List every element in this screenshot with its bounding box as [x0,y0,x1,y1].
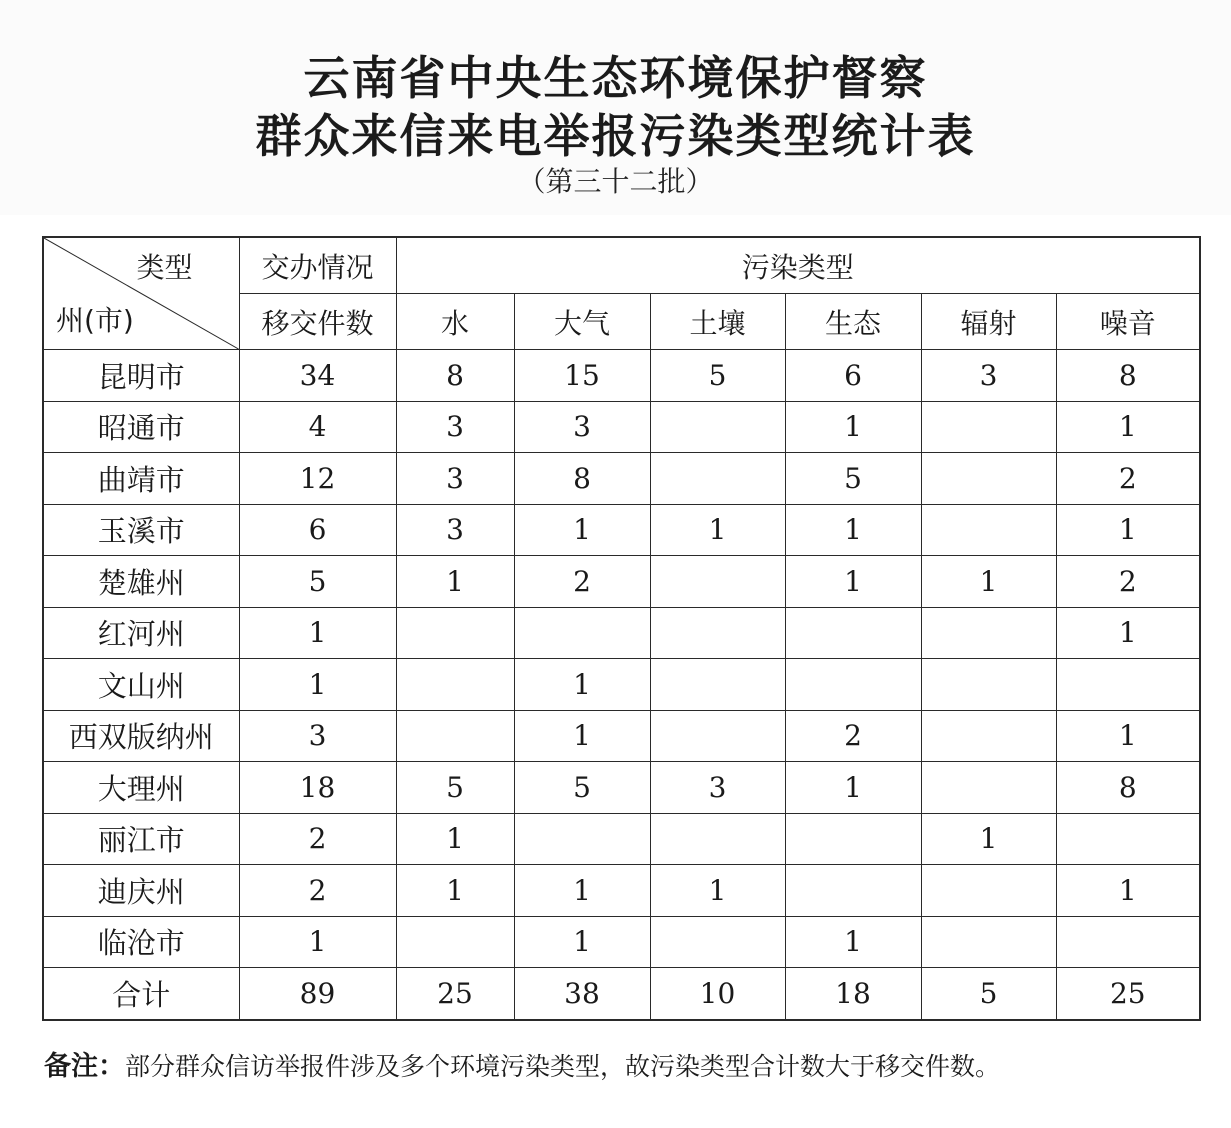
table-row [43,865,1200,917]
table-row [43,916,1200,968]
pollution-value-cell: 1 [1056,865,1200,917]
pollution-value-cell: 1 [514,710,650,762]
pollution-value-cell: 2 [514,556,650,608]
table-row [43,710,1200,762]
pollution-value-cell [396,607,514,659]
pollution-value-cell: 5 [514,762,650,814]
assigned-count-cell: 3 [239,710,396,762]
pollution-value-cell [921,710,1056,762]
pollution-value-cell [921,659,1056,711]
table-row [43,401,1200,453]
pollution-value-cell: 3 [396,504,514,556]
pollution-value-cell [650,813,785,865]
table-row [43,453,1200,505]
header-type-ecology: 生态 [785,294,921,350]
region-name-cell: 昆明市 [43,350,239,402]
assigned-count-cell: 12 [239,453,396,505]
region-name-cell: 迪庆州 [43,865,239,917]
assigned-count-cell: 18 [239,762,396,814]
pollution-value-cell: 5 [785,453,921,505]
pollution-value-cell: 1 [396,556,514,608]
pollution-value-cell: 1 [396,865,514,917]
region-name-cell: 楚雄州 [43,556,239,608]
table-row [43,968,1200,1020]
table-row [43,762,1200,814]
assigned-count-cell: 1 [239,916,396,968]
pollution-value-cell: 8 [396,350,514,402]
pollution-value-cell: 5 [396,762,514,814]
region-name-cell: 文山州 [43,659,239,711]
diagonal-header-cell [43,237,239,350]
table-row [43,813,1200,865]
header-type-radiation: 辐射 [921,294,1056,350]
header-assigned: 交办情况 [239,237,396,294]
header-assigned-count: 移交件数 [239,294,396,350]
pollution-value-cell: 2 [1056,556,1200,608]
statistics-table [42,236,1201,1021]
pollution-value-cell [650,710,785,762]
pollution-value-cell: 1 [396,813,514,865]
pollution-value-cell [650,607,785,659]
pollution-value-cell: 1 [1056,401,1200,453]
pollution-value-cell: 3 [396,401,514,453]
pollution-value-cell: 10 [650,968,785,1020]
pollution-value-cell: 5 [921,968,1056,1020]
region-name-cell: 曲靖市 [43,453,239,505]
pollution-value-cell [921,916,1056,968]
pollution-value-cell: 1 [785,401,921,453]
pollution-value-cell: 1 [921,556,1056,608]
assigned-count-cell: 34 [239,350,396,402]
region-name-cell: 大理州 [43,762,239,814]
header-pollution-group: 污染类型 [396,237,1200,294]
header-type-soil: 土壤 [650,294,785,350]
header-type-noise: 噪音 [1056,294,1200,350]
assigned-count-cell: 1 [239,659,396,711]
pollution-value-cell [650,556,785,608]
pollution-value-cell: 1 [785,504,921,556]
assigned-count-cell: 4 [239,401,396,453]
assigned-count-cell: 2 [239,865,396,917]
header-region-label: 州(市) [56,304,134,337]
assigned-count-cell: 2 [239,813,396,865]
pollution-value-cell [921,607,1056,659]
pollution-value-cell: 1 [785,762,921,814]
pollution-value-cell: 3 [396,453,514,505]
table-row [43,607,1200,659]
pollution-value-cell: 1 [1056,607,1200,659]
assigned-count-cell: 1 [239,607,396,659]
pollution-value-cell [921,401,1056,453]
pollution-value-cell: 1 [785,556,921,608]
pollution-value-cell [1056,916,1200,968]
footnote-text: 部分群众信访举报件涉及多个环境污染类型，故污染类型合计数大于移交件数。 [125,1052,1001,1081]
footnote [44,1044,1214,1083]
pollution-value-cell [396,710,514,762]
pollution-value-cell [650,916,785,968]
assigned-count-cell: 6 [239,504,396,556]
pollution-value-cell [921,865,1056,917]
pollution-value-cell: 1 [514,659,650,711]
table-row [43,556,1200,608]
pollution-value-cell [1056,813,1200,865]
pollution-value-cell [785,813,921,865]
pollution-value-cell: 1 [514,504,650,556]
pollution-value-cell: 1 [514,916,650,968]
pollution-value-cell: 1 [514,865,650,917]
pollution-value-cell: 18 [785,968,921,1020]
pollution-value-cell: 1 [650,865,785,917]
pollution-value-cell: 8 [1056,350,1200,402]
title-line-2: 群众来信来电举报污染类型统计表 [255,109,976,163]
header-type-water: 水 [396,294,514,350]
pollution-value-cell [650,401,785,453]
pollution-value-cell [785,607,921,659]
pollution-value-cell [785,865,921,917]
pollution-value-cell: 3 [650,762,785,814]
pollution-value-cell: 5 [650,350,785,402]
table-row [43,504,1200,556]
pollution-value-cell [650,659,785,711]
pollution-value-cell [396,916,514,968]
pollution-value-cell [650,453,785,505]
pollution-value-cell: 1 [921,813,1056,865]
pollution-value-cell: 3 [514,401,650,453]
assigned-count-cell: 5 [239,556,396,608]
footnote-label: 备注： [44,1051,125,1082]
pollution-value-cell [514,813,650,865]
pollution-value-cell [1056,659,1200,711]
region-name-cell: 丽江市 [43,813,239,865]
batch-label: （第三十二批） [517,165,714,198]
pollution-value-cell [514,607,650,659]
header-type-label: 类型 [136,251,193,284]
pollution-value-cell: 6 [785,350,921,402]
pollution-value-cell [396,659,514,711]
table-row [43,659,1200,711]
pollution-value-cell: 25 [1056,968,1200,1020]
region-name-cell: 红河州 [43,607,239,659]
pollution-value-cell: 2 [785,710,921,762]
pollution-value-cell: 38 [514,968,650,1020]
title-block [0,0,1231,215]
pollution-value-cell: 8 [514,453,650,505]
pollution-value-cell: 15 [514,350,650,402]
pollution-value-cell: 3 [921,350,1056,402]
region-name-cell: 临沧市 [43,916,239,968]
assigned-count-cell: 89 [239,968,396,1020]
region-name-cell: 西双版纳州 [43,710,239,762]
pollution-value-cell: 1 [650,504,785,556]
title-line-1: 云南省中央生态环境保护督察 [303,51,928,105]
region-name-cell: 昭通市 [43,401,239,453]
pollution-value-cell: 2 [1056,453,1200,505]
pollution-value-cell: 1 [1056,504,1200,556]
pollution-value-cell [921,504,1056,556]
table-row [43,350,1200,402]
region-name-cell: 合计 [43,968,239,1020]
region-name-cell: 玉溪市 [43,504,239,556]
pollution-value-cell [921,762,1056,814]
pollution-value-cell: 1 [785,916,921,968]
pollution-value-cell: 8 [1056,762,1200,814]
pollution-value-cell [785,659,921,711]
header-type-air: 大气 [514,294,650,350]
pollution-value-cell: 25 [396,968,514,1020]
pollution-value-cell: 1 [1056,710,1200,762]
pollution-value-cell [921,453,1056,505]
